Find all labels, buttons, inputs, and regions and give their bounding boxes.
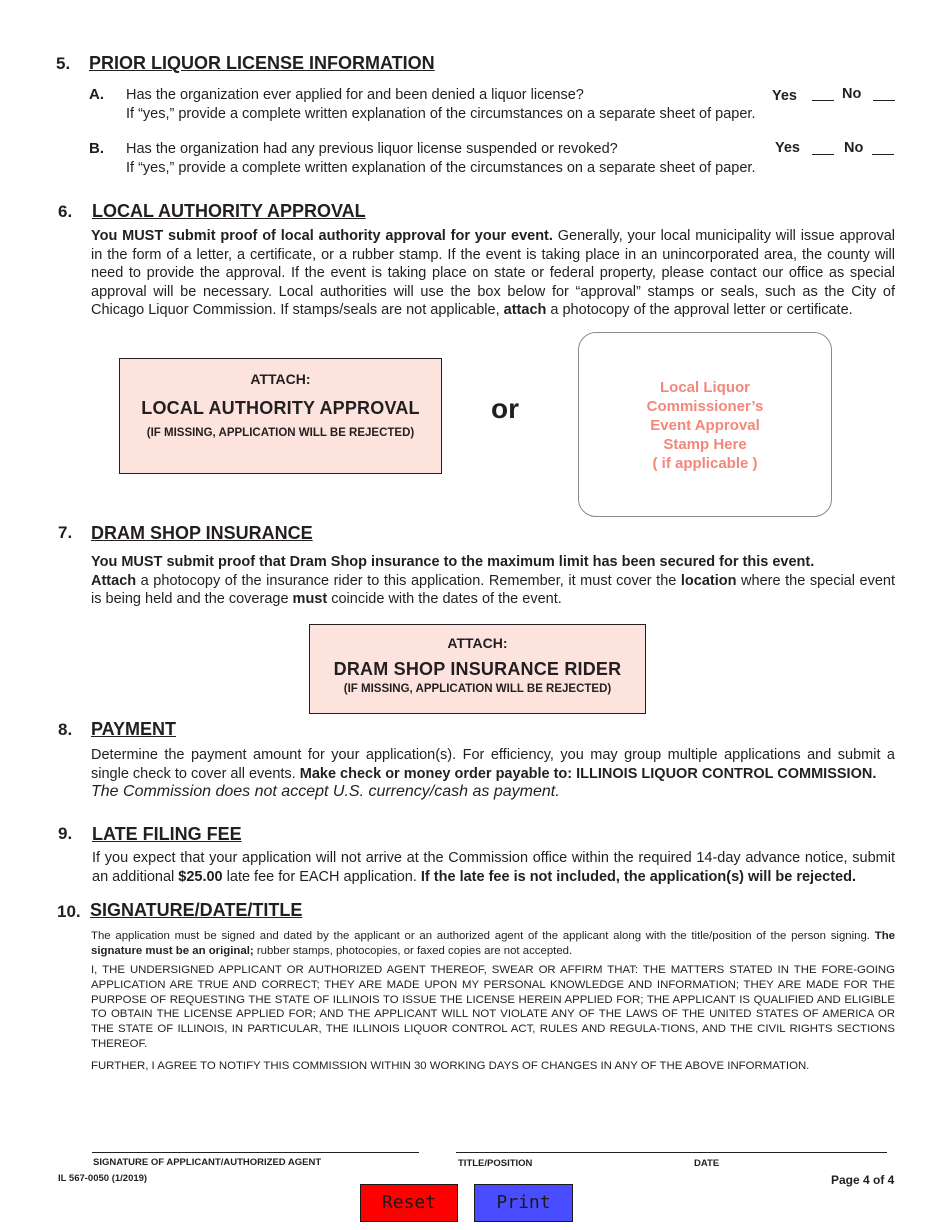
section-8-cash-note: The Commission does not accept U.S. currency/cash as payment. bbox=[91, 783, 560, 801]
attach-note: (IF MISSING, APPLICATION WILL BE REJECTED) bbox=[146, 427, 415, 439]
question-b-no-field[interactable] bbox=[872, 154, 894, 155]
section-7-text: a photocopy of the insurance rider to this application. Remember, it must cover the bbox=[136, 572, 681, 589]
print-button[interactable]: Print bbox=[474, 1184, 573, 1222]
section-7-bold-intro: You MUST submit proof that Dram Shop insurance to the maximum limit has been secured for this event. bbox=[91, 554, 815, 570]
section-10-number: 10. bbox=[57, 902, 81, 921]
attach-title: LOCAL AUTHORITY APPROVAL bbox=[141, 398, 420, 418]
late-fee-amount: $25.00 bbox=[178, 868, 223, 885]
section-6-text: Generally, your local municipality will issue approval in the form of a letter, a certificate, or a rubber stamp. If the event is taking place in an unincorporated area, the county will need to provide the approval. If the event is taking place on state or federal property, please contact our office as special approval will be necessary. Local authorities will use the box below for “approval” stamps or seals, such as the City of Chicago Liquor Commission. If stamps/seals are not applicable, bbox=[91, 228, 895, 319]
section-8-title: PAYMENT bbox=[91, 719, 177, 739]
section-6-title: LOCAL AUTHORITY APPROVAL bbox=[92, 201, 366, 221]
question-a-no-field[interactable] bbox=[873, 100, 895, 101]
question-b-letter: B. bbox=[89, 140, 104, 157]
section-8-payable-to: Make check or money order payable to: ILLINOIS LIQUOR CONTROL COMMISSION. bbox=[299, 765, 877, 782]
section-10-notify: FURTHER, I AGREE TO NOTIFY THIS COMMISSION WITHIN 30 WORKING DAYS OF CHANGES IN ANY OF THE ABOVE INFORMATION. bbox=[91, 1060, 810, 1072]
section-5-title: PRIOR LIQUOR LICENSE INFORMATION bbox=[89, 53, 435, 73]
section-7-number: 7. bbox=[58, 523, 73, 542]
reset-button[interactable]: Reset bbox=[360, 1184, 458, 1222]
question-a-line1: Has the organization ever applied for and been denied a liquor license? bbox=[126, 87, 584, 103]
title-date-field[interactable] bbox=[456, 1152, 887, 1153]
question-a-line2: If “yes,” provide a complete written explanation of the circumstances on a separate sheet of paper. bbox=[126, 106, 756, 122]
stamp-line: Local Liquor bbox=[660, 379, 750, 396]
section-7-text-3: coincide with the dates of the event. bbox=[327, 591, 562, 608]
section-6-paragraph bbox=[91, 227, 895, 320]
question-b-no-label: No bbox=[844, 140, 864, 156]
question-a-text bbox=[126, 86, 755, 124]
signature-instruction-text-2: rubber stamps, photocopies, or faxed copies are not accepted. bbox=[253, 944, 573, 957]
title-label: TITLE/POSITION bbox=[458, 1158, 533, 1169]
attach-note: (IF MISSING, APPLICATION WILL BE REJECTED) bbox=[343, 683, 612, 695]
question-b-yes-label: Yes bbox=[775, 140, 800, 156]
attach-label: ATTACH: bbox=[250, 371, 311, 387]
section-7-text-2: where the special event is being held and the coverage bbox=[91, 572, 896, 608]
stamp-line: Event Approval bbox=[650, 417, 760, 434]
question-b-line2: If “yes,” provide a complete written explanation of the circumstances on a separate sheet of paper. bbox=[126, 160, 756, 176]
section-9-number: 9. bbox=[58, 824, 73, 843]
section-7-location-word: location bbox=[680, 572, 737, 589]
section-9-rejection-note: If the late fee is not included, the application(s) will be rejected. bbox=[420, 868, 856, 885]
section-6-number: 6. bbox=[58, 202, 73, 221]
section-10-paragraph-1 bbox=[91, 929, 895, 959]
or-separator: or bbox=[491, 393, 519, 424]
section-7-must-word: must bbox=[292, 591, 328, 608]
page-number: Page 4 of 4 bbox=[831, 1173, 895, 1187]
dram-shop-attach-box bbox=[309, 624, 646, 714]
local-authority-attach-box bbox=[119, 358, 442, 474]
section-10-title: SIGNATURE/DATE/TITLE bbox=[90, 900, 303, 920]
section-7-attach-word: Attach bbox=[91, 572, 137, 589]
attach-title: DRAM SHOP INSURANCE RIDER bbox=[333, 659, 622, 679]
section-9-title: LATE FILING FEE bbox=[92, 824, 242, 844]
form-id: IL 567-0050 (1/2019) bbox=[58, 1173, 148, 1184]
section-9-paragraph bbox=[92, 849, 895, 886]
section-9-text: If you expect that your application will not arrive at the Commission office within the required 14-day advance notice, submit an additional bbox=[92, 850, 895, 885]
question-a-no-label: No bbox=[842, 86, 862, 102]
date-label: DATE bbox=[694, 1158, 720, 1169]
signature-field[interactable] bbox=[92, 1152, 419, 1153]
question-a-yes-label: Yes bbox=[772, 88, 797, 104]
signature-label: SIGNATURE OF APPLICANT/AUTHORIZED AGENT bbox=[93, 1157, 322, 1168]
section-10-affirmation: I, THE UNDERSIGNED APPLICANT OR AUTHORIZED AGENT THEREOF, SWEAR OR AFFIRM THAT: THE MATTERS STATED IN THE FORE-GOING APPLICATION ARE TRUE AND CORRECT; THEY ARE MADE UPON MY PERSONAL KNOWLEDGE AND INFORMATION; THEY ARE MADE FOR THE PURPOSE OF REQUESTING THE STATE OF ILLINOIS TO ISSUE THE LICENSE HEREIN APPLIED FOR; THE APPLICANT IS QUALIFIED AND ELIGIBLE TO OBTAIN THE LICENSE APPLIED FOR; AND THE APPLICANT WILL NOT VIOLATE ANY OF THE LAWS OF THE UNITED STATES OF AMERICA OR THE STATE OF ILLINOIS, IN PARTICULAR, THE ILLINOIS LIQUOR CONTROL ACT, RULES AND REGULA-TIONS, AND THE CIVIL RIGHTS SECTIONS THEREOF. bbox=[91, 964, 895, 1050]
section-6-bold-intro: You MUST submit proof of local authority approval for your event. bbox=[91, 228, 553, 244]
section-7-title: DRAM SHOP INSURANCE bbox=[91, 523, 313, 543]
question-b-text bbox=[126, 140, 755, 178]
section-7-paragraph bbox=[91, 553, 895, 609]
signature-instruction-text: The application must be signed and dated by the applicant or an authorized agent of the applicant along with the title/position of the person signing. bbox=[91, 930, 875, 942]
stamp-text bbox=[579, 378, 831, 473]
question-a-yes-field[interactable] bbox=[812, 100, 834, 101]
section-9-text-2: late fee for EACH application. bbox=[222, 868, 421, 885]
section-6-attach-word: attach bbox=[503, 302, 547, 319]
stamp-line: ( if applicable ) bbox=[652, 455, 758, 472]
stamp-line: Commissioner’s bbox=[646, 398, 764, 415]
section-6-text-end: a photocopy of the approval letter or certificate. bbox=[546, 302, 853, 319]
section-8-paragraph bbox=[91, 746, 895, 802]
section-8-number: 8. bbox=[58, 720, 73, 739]
section-8-text: Determine the payment amount for your application(s). For efficiency, you may group multiple applications and submit a single check to cover all events. bbox=[91, 747, 895, 782]
stamp-area bbox=[578, 332, 832, 517]
stamp-line: Stamp Here bbox=[663, 436, 747, 453]
signature-original-note: The signature must be an original; bbox=[91, 930, 895, 957]
question-b-line1: Has the organization had any previous liquor license suspended or revoked? bbox=[126, 141, 618, 157]
question-a-letter: A. bbox=[89, 86, 104, 103]
question-b-yes-field[interactable] bbox=[812, 154, 834, 155]
attach-label: ATTACH: bbox=[447, 635, 508, 651]
section-5-number: 5. bbox=[56, 54, 71, 73]
